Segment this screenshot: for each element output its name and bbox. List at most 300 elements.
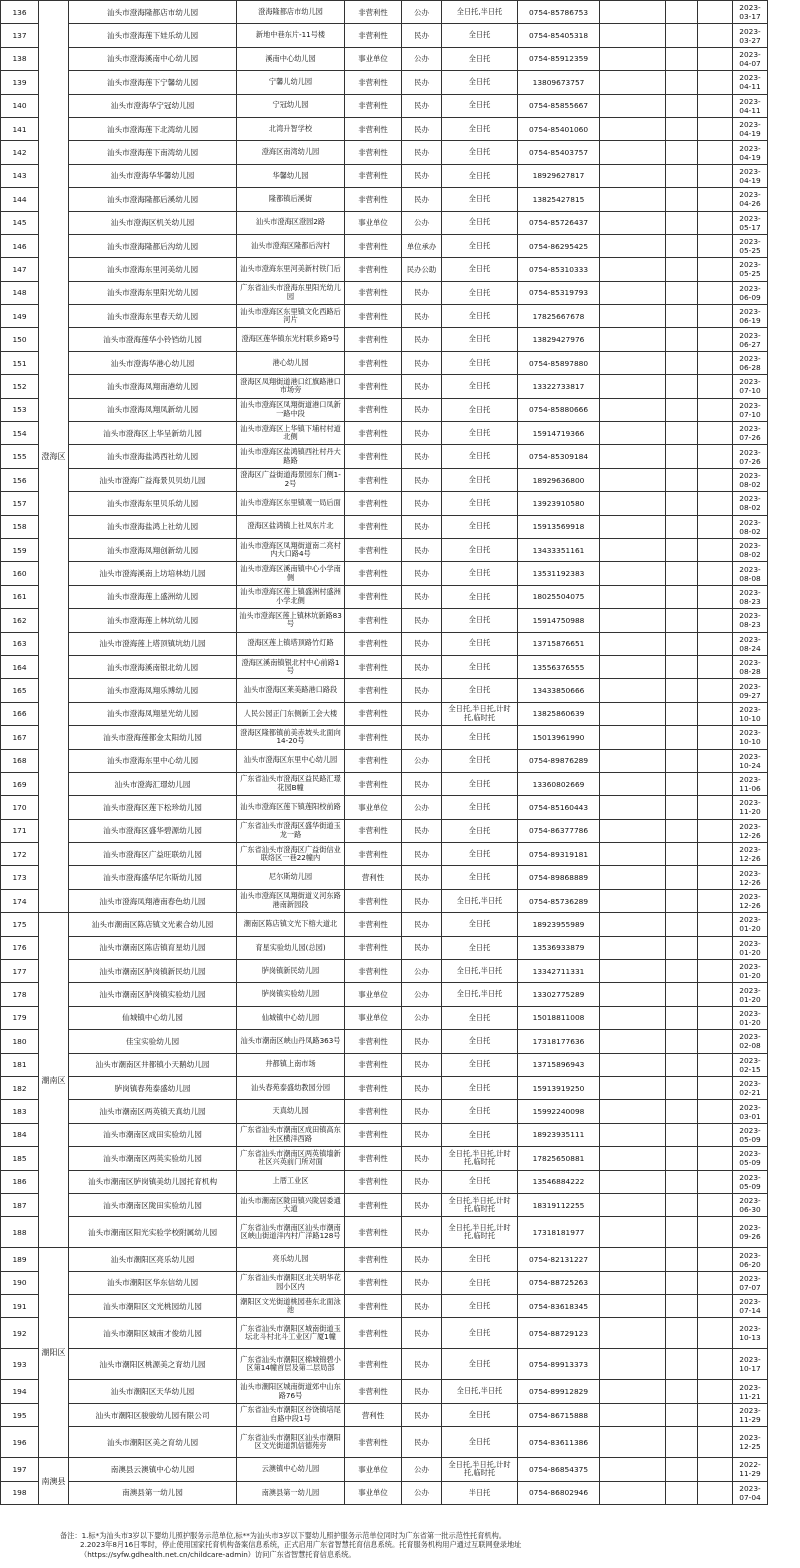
kindergarten-address: 澄海区广益街道海景园东门侧1-2号 (237, 468, 345, 491)
empty-cell (698, 1380, 733, 1403)
empty-cell (698, 398, 733, 421)
phone-cell: 0754-85855667 (518, 94, 600, 117)
service-type-cell: 全日托 (442, 71, 518, 94)
ownership-cell: 民办 (402, 71, 442, 94)
row-number: 186 (1, 1170, 39, 1193)
kindergarten-address: 井都镇上南市场 (237, 1053, 345, 1076)
record-date-cell: 2023-08-02 (733, 538, 768, 561)
phone-cell: 0754-88725263 (518, 1271, 600, 1294)
nature-cell: 非营利性 (345, 1170, 402, 1193)
empty-cell (666, 468, 698, 491)
table-row (1, 164, 800, 187)
empty-cell (600, 960, 666, 983)
nature-cell: 事业单位 (345, 1481, 402, 1504)
phone-cell: 0754-89876289 (518, 749, 600, 772)
empty-cell (600, 1295, 666, 1318)
nature-cell: 非营利性 (345, 632, 402, 655)
record-date-cell: 2023-05-25 (733, 234, 768, 257)
kindergarten-address: 广东省汕头市澄海区益民路汇璟花园B幢 (237, 772, 345, 795)
empty-cell (698, 328, 733, 351)
empty-cell (698, 1030, 733, 1053)
empty-cell (698, 936, 733, 959)
empty-cell (698, 47, 733, 70)
table-row (1, 632, 800, 655)
empty-cell (600, 1053, 666, 1076)
empty-cell (698, 141, 733, 164)
nature-cell: 非营利性 (345, 351, 402, 374)
empty-cell (600, 726, 666, 749)
empty-cell (666, 772, 698, 795)
kindergarten-address: 汕头市潮阳区城南街道郊中山东路76号 (237, 1380, 345, 1403)
empty-cell (698, 749, 733, 772)
kindergarten-name: 汕头市潮阳区城南才俊幼儿园 (69, 1318, 237, 1349)
district-cell: 潮南区 (39, 913, 69, 1248)
kindergarten-name: 汕头市澄海区机关幼儿园 (69, 211, 237, 234)
record-date-cell: 2023-05-09 (733, 1123, 768, 1146)
kindergarten-address: 胪岗镇实验幼儿园 (237, 983, 345, 1006)
kindergarten-address: 澄海区南湾幼儿园 (237, 141, 345, 164)
row-number: 188 (1, 1217, 39, 1248)
nature-cell: 非营利性 (345, 468, 402, 491)
ownership-cell: 民办 (402, 24, 442, 47)
kindergarten-address: 广东省汕头市澄海区广益街信业联络区一巷22幢内 (237, 843, 345, 866)
record-date-cell: 2023-09-27 (733, 679, 768, 702)
empty-cell (698, 24, 733, 47)
record-date-cell: 2023-09-26 (733, 1217, 768, 1248)
record-date-cell: 2023-07-26 (733, 422, 768, 445)
phone-cell: 0754-86854375 (518, 1458, 600, 1481)
empty-cell (666, 1006, 698, 1029)
kindergarten-address: 汕头市澄海区东里中心幼儿园 (237, 749, 345, 772)
phone-cell: 0754-85160443 (518, 796, 600, 819)
service-type-cell: 全日托,半日托,计时托,临时托 (442, 1147, 518, 1170)
table-row (1, 609, 800, 632)
nature-cell: 事业单位 (345, 47, 402, 70)
record-date-cell: 2023-02-15 (733, 1053, 768, 1076)
ownership-cell: 民办 (402, 398, 442, 421)
empty-cell (698, 796, 733, 819)
empty-cell (666, 726, 698, 749)
empty-cell (698, 375, 733, 398)
kindergarten-name: 汕头市潮南区井都镇小天鹅幼儿园 (69, 1053, 237, 1076)
kindergarten-name: 汕头市潮南区陈店镇文光素合幼儿园 (69, 913, 237, 936)
phone-cell: 13829427976 (518, 328, 600, 351)
ownership-cell: 民办 (402, 819, 442, 842)
table-row (1, 1295, 800, 1318)
ownership-cell: 民办 (402, 1217, 442, 1248)
kindergarten-name: 汕头市澄海莲华小铃铛幼儿园 (69, 328, 237, 351)
kindergarten-address: 上厝工业区 (237, 1170, 345, 1193)
empty-cell (666, 492, 698, 515)
row-number: 196 (1, 1427, 39, 1458)
empty-cell (698, 1100, 733, 1123)
kindergarten-name: 汕头市潮南区成田实验幼儿园 (69, 1123, 237, 1146)
row-number: 158 (1, 515, 39, 538)
kindergarten-name: 南澳县云澳镇中心幼儿园 (69, 1458, 237, 1481)
service-type-cell: 全日托 (442, 117, 518, 140)
kindergarten-name: 南澳县第一幼儿园 (69, 1481, 237, 1504)
table-row (1, 375, 800, 398)
kindergarten-name: 汕头市澄海凤翔凤新幼儿园 (69, 398, 237, 421)
record-date-cell: 2023-08-02 (733, 492, 768, 515)
nature-cell: 非营利性 (345, 843, 402, 866)
kindergarten-address: 汕头市澄海区上华镇下埔村村道北侧 (237, 422, 345, 445)
empty-cell (666, 328, 698, 351)
service-type-cell: 全日托 (442, 1295, 518, 1318)
nature-cell: 非营利性 (345, 1, 402, 24)
empty-cell (698, 1147, 733, 1170)
nature-cell: 非营利性 (345, 164, 402, 187)
table-row (1, 141, 800, 164)
service-type-cell: 全日托 (442, 1053, 518, 1076)
empty-cell (600, 913, 666, 936)
table-row (1, 1053, 800, 1076)
table-row (1, 936, 800, 959)
record-date-cell: 2023-04-11 (733, 71, 768, 94)
nature-cell: 非营利性 (345, 1147, 402, 1170)
phone-cell: 13825427815 (518, 188, 600, 211)
nature-cell: 非营利性 (345, 398, 402, 421)
phone-cell: 0754-85880666 (518, 398, 600, 421)
phone-cell: 13322733817 (518, 375, 600, 398)
nature-cell: 非营利性 (345, 1427, 402, 1458)
footnotes (60, 1531, 800, 1559)
kindergarten-name: 汕头市澄海莲都金太阳幼儿园 (69, 726, 237, 749)
empty-cell (698, 562, 733, 585)
empty-cell (600, 422, 666, 445)
phone-cell: 18923955989 (518, 913, 600, 936)
empty-cell (666, 117, 698, 140)
kindergarten-name: 汕头市潮阳区华东信幼儿园 (69, 1271, 237, 1294)
record-date-cell: 2023-07-10 (733, 375, 768, 398)
empty-cell (698, 1006, 733, 1029)
kindergarten-address: 汕头市澄海区凤翔街道港口凤新一路中段 (237, 398, 345, 421)
nature-cell: 非营利性 (345, 117, 402, 140)
kindergarten-address: 港心幼儿园 (237, 351, 345, 374)
service-type-cell: 全日托 (442, 281, 518, 304)
empty-cell (666, 71, 698, 94)
row-number: 184 (1, 1123, 39, 1146)
record-date-cell: 2023-06-20 (733, 1248, 768, 1271)
kindergarten-address: 澄海区莲上镇塔顶路竹灯路 (237, 632, 345, 655)
ownership-cell: 公办 (402, 983, 442, 1006)
service-type-cell: 全日托 (442, 679, 518, 702)
ownership-cell: 民办 (402, 188, 442, 211)
table-row (1, 305, 800, 328)
phone-cell: 0754-85726437 (518, 211, 600, 234)
empty-cell (600, 1248, 666, 1271)
service-type-cell: 全日托 (442, 819, 518, 842)
service-type-cell: 全日托 (442, 422, 518, 445)
row-number: 160 (1, 562, 39, 585)
nature-cell: 非营利性 (345, 702, 402, 725)
row-number: 141 (1, 117, 39, 140)
service-type-cell: 全日托,半日托 (442, 1, 518, 24)
kindergarten-name: 胪岗镇春苑泰盛幼儿园 (69, 1076, 237, 1099)
ownership-cell: 民办 (402, 117, 442, 140)
ownership-cell: 民办 (402, 1349, 442, 1380)
kindergarten-address: 汕头市澄海区东里镇观一局后面 (237, 492, 345, 515)
record-date-cell: 2022-11-29 (733, 1458, 768, 1481)
record-date-cell: 2023-12-26 (733, 866, 768, 889)
empty-cell (666, 398, 698, 421)
ownership-cell: 民办公助 (402, 258, 442, 281)
record-date-cell: 2023-03-01 (733, 1100, 768, 1123)
record-date-cell: 2023-05-09 (733, 1170, 768, 1193)
empty-cell (666, 1248, 698, 1271)
ownership-cell: 民办 (402, 1030, 442, 1053)
kindergarten-name: 汕头市潮阳区天华幼儿园 (69, 1380, 237, 1403)
row-number: 147 (1, 258, 39, 281)
kindergarten-address: 广东省汕头市潮阳区谷饶镇培尾自路中段1号 (237, 1403, 345, 1426)
service-type-cell: 全日托 (442, 609, 518, 632)
nature-cell: 非营利性 (345, 1248, 402, 1271)
kindergarten-address: 广东省汕头市澄海东里阳光幼儿园 (237, 281, 345, 304)
ownership-cell: 公办 (402, 1006, 442, 1029)
record-date-cell: 2023-12-25 (733, 1427, 768, 1458)
empty-cell (600, 281, 666, 304)
empty-cell (600, 1318, 666, 1349)
empty-cell (698, 1053, 733, 1076)
record-date-cell: 2023-04-07 (733, 47, 768, 70)
kindergarten-name: 汕头市澄海莲上塔顶镇坑幼儿园 (69, 632, 237, 655)
ownership-cell: 民办 (402, 445, 442, 468)
service-type-cell: 全日托 (442, 562, 518, 585)
empty-cell (698, 117, 733, 140)
empty-cell (600, 679, 666, 702)
empty-cell (600, 164, 666, 187)
kindergarten-address: 胪岗镇新民幼儿园 (237, 960, 345, 983)
empty-cell (666, 585, 698, 608)
empty-cell (600, 1458, 666, 1481)
ownership-cell: 民办 (402, 562, 442, 585)
row-number: 142 (1, 141, 39, 164)
row-number: 159 (1, 538, 39, 561)
row-number: 138 (1, 47, 39, 70)
kindergarten-name: 汕头市澄海区广益旺联幼儿园 (69, 843, 237, 866)
service-type-cell: 全日托 (442, 351, 518, 374)
table-row (1, 819, 800, 842)
row-number: 185 (1, 1147, 39, 1170)
record-date-cell: 2023-06-09 (733, 281, 768, 304)
empty-cell (666, 1458, 698, 1481)
table-row (1, 492, 800, 515)
empty-cell (698, 632, 733, 655)
kindergarten-address: 北湾升智学校 (237, 117, 345, 140)
table-row (1, 1403, 800, 1426)
record-date-cell: 2023-10-10 (733, 702, 768, 725)
empty-cell (666, 422, 698, 445)
ownership-cell: 民办 (402, 328, 442, 351)
empty-cell (600, 375, 666, 398)
row-number: 151 (1, 351, 39, 374)
ownership-cell: 民办 (402, 1318, 442, 1349)
table-row (1, 1170, 800, 1193)
table-row (1, 71, 800, 94)
phone-cell: 17318177636 (518, 1030, 600, 1053)
nature-cell: 非营利性 (345, 328, 402, 351)
empty-cell (666, 1481, 698, 1504)
service-type-cell: 全日托 (442, 1076, 518, 1099)
table-row (1, 211, 800, 234)
service-type-cell: 全日托,半日托,计时托,临时托 (442, 1458, 518, 1481)
kindergarten-address: 澄海区盐鸿镇上社凤东片北 (237, 515, 345, 538)
record-date-cell: 2023-11-21 (733, 1380, 768, 1403)
empty-cell (666, 24, 698, 47)
nature-cell: 非营利性 (345, 960, 402, 983)
kindergarten-name: 汕头市澄海隆都店市幼儿园 (69, 1, 237, 24)
ownership-cell: 民办 (402, 538, 442, 561)
ownership-cell: 民办 (402, 655, 442, 678)
record-date-cell: 2023-07-26 (733, 445, 768, 468)
table-row (1, 1481, 800, 1504)
ownership-cell: 公办 (402, 960, 442, 983)
ownership-cell: 民办 (402, 585, 442, 608)
table-row (1, 749, 800, 772)
table-row (1, 889, 800, 912)
kindergarten-name: 汕头市澄海莲下娃乐幼儿园 (69, 24, 237, 47)
empty-cell (666, 702, 698, 725)
ownership-cell: 民办 (402, 492, 442, 515)
nature-cell: 非营利性 (345, 819, 402, 842)
kindergarten-address: 溪南中心幼儿园 (237, 47, 345, 70)
nature-cell: 非营利性 (345, 375, 402, 398)
phone-cell: 18923935111 (518, 1123, 600, 1146)
nature-cell: 非营利性 (345, 1217, 402, 1248)
kindergarten-address: 天真幼儿园 (237, 1100, 345, 1123)
phone-cell: 0754-86377786 (518, 819, 600, 842)
kindergarten-name: 汕头市澄海凤翔星光幼儿园 (69, 702, 237, 725)
table-row (1, 1030, 800, 1053)
table-row (1, 702, 800, 725)
empty-cell (600, 1006, 666, 1029)
service-type-cell: 全日托,半日托,计时托,临时托 (442, 702, 518, 725)
table-row (1, 234, 800, 257)
phone-cell: 0754-85736289 (518, 889, 600, 912)
table-row (1, 1217, 800, 1248)
empty-cell (698, 1, 733, 24)
nature-cell: 事业单位 (345, 983, 402, 1006)
kindergarten-address: 汕头市澄海区东里镇文化西路后河片 (237, 305, 345, 328)
record-date-cell: 2023-11-29 (733, 1403, 768, 1426)
empty-cell (666, 983, 698, 1006)
phone-cell: 15013961990 (518, 726, 600, 749)
empty-cell (666, 94, 698, 117)
ownership-cell: 民办 (402, 515, 442, 538)
row-number: 152 (1, 375, 39, 398)
nature-cell: 非营利性 (345, 305, 402, 328)
row-number: 167 (1, 726, 39, 749)
service-type-cell: 全日托 (442, 632, 518, 655)
record-date-cell: 2023-08-23 (733, 609, 768, 632)
kindergarten-name: 汕头市潮南区两英实验幼儿园 (69, 1147, 237, 1170)
record-date-cell: 2023-12-26 (733, 843, 768, 866)
ownership-cell: 民办 (402, 772, 442, 795)
nature-cell: 非营利性 (345, 609, 402, 632)
ownership-cell: 民办 (402, 141, 442, 164)
phone-cell: 0754-82131227 (518, 1248, 600, 1271)
ownership-cell: 公办 (402, 211, 442, 234)
record-date-cell: 2023-07-10 (733, 398, 768, 421)
nature-cell: 非营利性 (345, 1193, 402, 1216)
row-number: 171 (1, 819, 39, 842)
nature-cell: 营利性 (345, 866, 402, 889)
ownership-cell: 民办 (402, 94, 442, 117)
phone-cell: 0754-86802946 (518, 1481, 600, 1504)
empty-cell (600, 983, 666, 1006)
service-type-cell: 全日托 (442, 726, 518, 749)
empty-cell (666, 796, 698, 819)
empty-cell (698, 1123, 733, 1146)
nature-cell: 非营利性 (345, 562, 402, 585)
kindergarten-address: 汕头市澄海区莱美路港口路段 (237, 679, 345, 702)
empty-cell (698, 422, 733, 445)
ownership-cell: 民办 (402, 702, 442, 725)
kindergarten-address: 汕头春苑泰盛幼教园分园 (237, 1076, 345, 1099)
nature-cell: 非营利性 (345, 71, 402, 94)
service-type-cell: 全日托 (442, 375, 518, 398)
kindergarten-address: 广东省汕头市潮南区汕头市潮南区峡山街道洋内村广洋路128号 (237, 1217, 345, 1248)
empty-cell (600, 258, 666, 281)
empty-cell (698, 1481, 733, 1504)
empty-cell (666, 1, 698, 24)
row-number: 181 (1, 1053, 39, 1076)
kindergarten-name: 汕头市澄海凤翔港南春色幼儿园 (69, 889, 237, 912)
table-row (1, 983, 800, 1006)
service-type-cell: 全日托 (442, 1100, 518, 1123)
kindergarten-address: 新地中巷东片-11号楼 (237, 24, 345, 47)
empty-cell (698, 445, 733, 468)
kindergarten-name: 汕头市澄海东里春天幼儿园 (69, 305, 237, 328)
empty-cell (600, 47, 666, 70)
empty-cell (600, 141, 666, 164)
empty-cell (600, 609, 666, 632)
empty-cell (666, 819, 698, 842)
phone-cell: 15913569918 (518, 515, 600, 538)
kindergarten-address: 尼尔斯幼儿园 (237, 866, 345, 889)
empty-cell (600, 71, 666, 94)
empty-cell (600, 1147, 666, 1170)
table-row (1, 1193, 800, 1216)
empty-cell (600, 234, 666, 257)
phone-cell: 0754-85912359 (518, 47, 600, 70)
empty-cell (666, 234, 698, 257)
phone-cell: 0754-85403757 (518, 141, 600, 164)
phone-cell: 0754-85405318 (518, 24, 600, 47)
empty-cell (666, 1193, 698, 1216)
table-row (1, 679, 800, 702)
service-type-cell: 全日托 (442, 1170, 518, 1193)
kindergarten-address: 汕头市澄海区莲上镇林坑新路83号 (237, 609, 345, 632)
empty-cell (600, 1, 666, 24)
table-row (1, 843, 800, 866)
row-number: 178 (1, 983, 39, 1006)
nature-cell: 非营利性 (345, 538, 402, 561)
nature-cell: 非营利性 (345, 445, 402, 468)
record-date-cell: 2023-04-26 (733, 188, 768, 211)
empty-cell (666, 1403, 698, 1426)
service-type-cell: 全日托 (442, 1427, 518, 1458)
ownership-cell: 公办 (402, 1458, 442, 1481)
phone-cell: 13342711331 (518, 960, 600, 983)
row-number: 194 (1, 1380, 39, 1403)
kindergarten-address: 广东省汕头市潮阳区汕头市潮阳区文光街道凯信德苑旁 (237, 1427, 345, 1458)
empty-cell (666, 281, 698, 304)
table-row (1, 188, 800, 211)
empty-cell (666, 538, 698, 561)
empty-cell (666, 1147, 698, 1170)
row-number: 173 (1, 866, 39, 889)
